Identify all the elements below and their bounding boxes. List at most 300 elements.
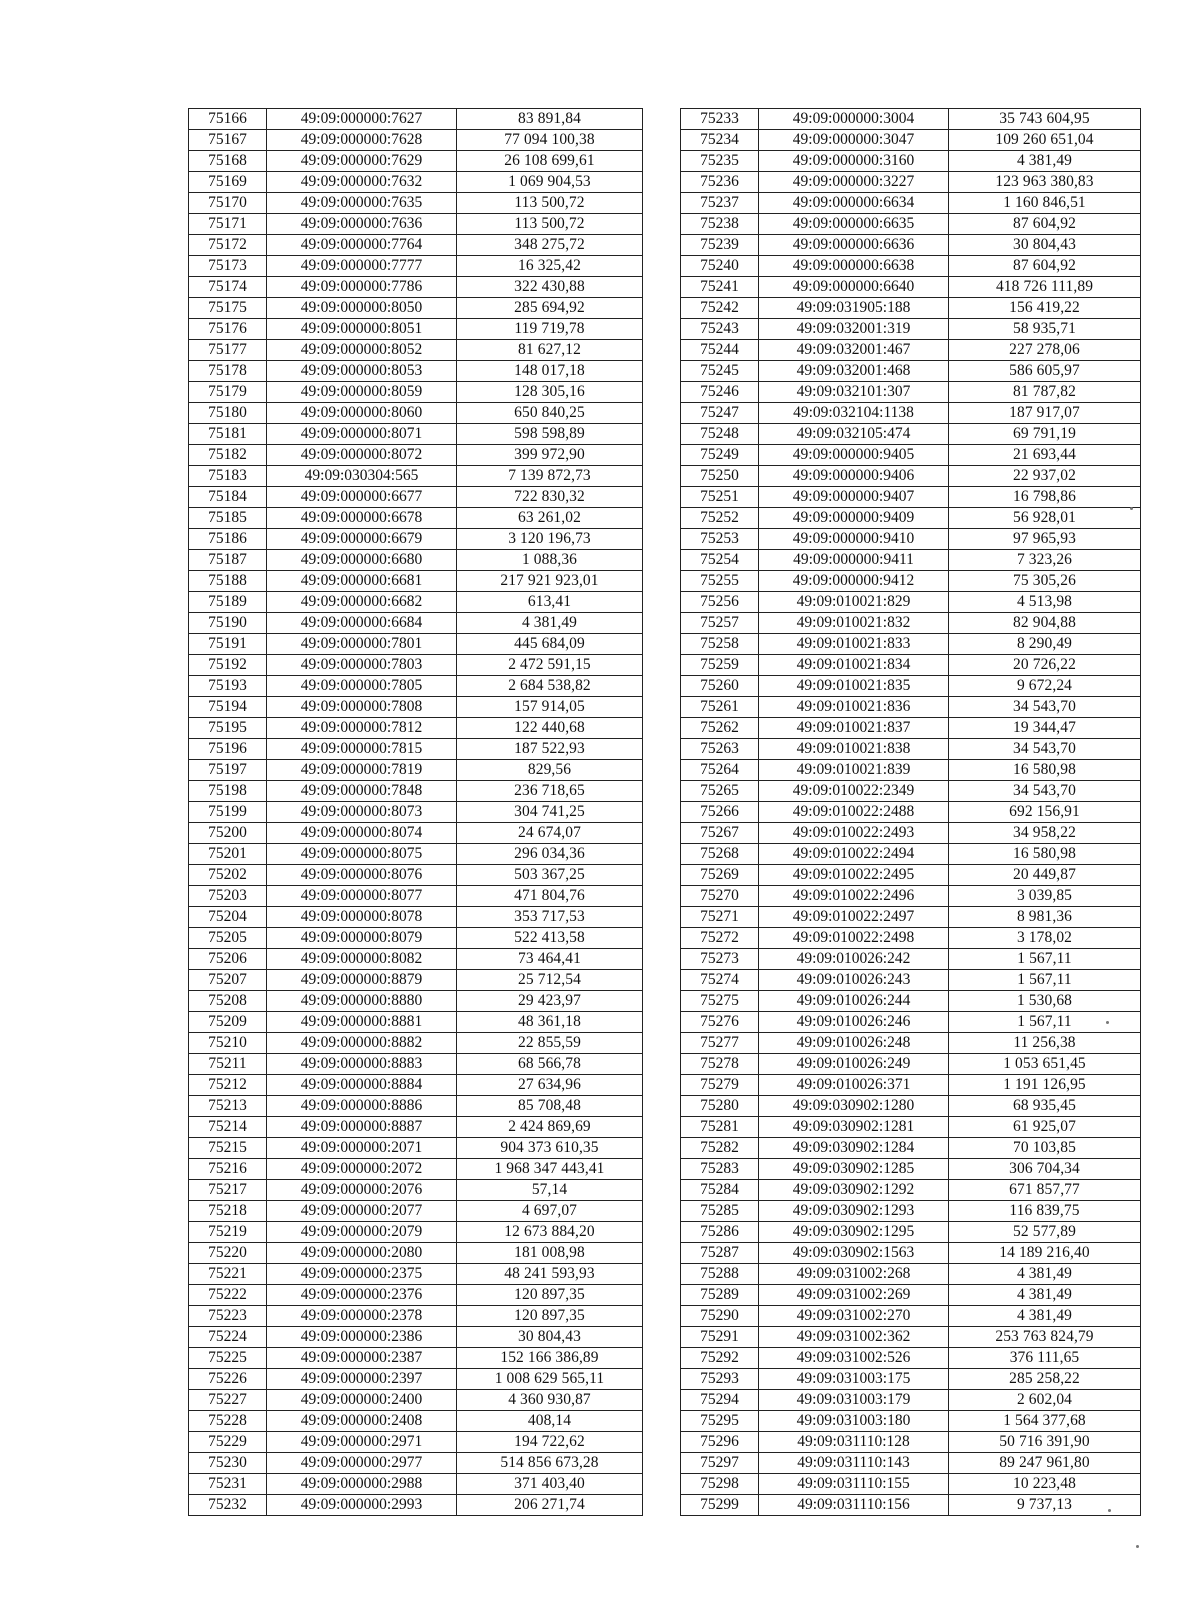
value-amount: 236 718,65 [457, 781, 643, 802]
table-row [681, 361, 1141, 382]
row-number: 75183 [189, 466, 267, 487]
value-amount: 48 241 593,93 [457, 1264, 643, 1285]
cadastral-number: 49:09:000000:8051 [267, 319, 457, 340]
row-number: 75235 [681, 151, 759, 172]
value-amount: 1 567,11 [949, 949, 1141, 970]
row-number: 75256 [681, 592, 759, 613]
cadastral-number: 49:09:000000:6634 [759, 193, 949, 214]
cadastral-number: 49:09:031905:188 [759, 298, 949, 319]
cadastral-number: 49:09:000000:2397 [267, 1369, 457, 1390]
value-amount: 34 958,22 [949, 823, 1141, 844]
row-number: 75181 [189, 424, 267, 445]
row-number: 75248 [681, 424, 759, 445]
cadastral-number: 49:09:000000:8887 [267, 1117, 457, 1138]
value-amount: 187 917,07 [949, 403, 1141, 424]
table-row [681, 1411, 1141, 1432]
table-row [681, 1264, 1141, 1285]
cadastral-number: 49:09:030902:1284 [759, 1138, 949, 1159]
row-number: 75281 [681, 1117, 759, 1138]
scan-speck [1108, 1509, 1111, 1512]
row-number: 75209 [189, 1012, 267, 1033]
table-row [681, 592, 1141, 613]
value-amount: 1 160 846,51 [949, 193, 1141, 214]
table-row [681, 1117, 1141, 1138]
cadastral-number: 49:09:000000:8052 [267, 340, 457, 361]
row-number: 75213 [189, 1096, 267, 1117]
value-amount: 97 965,93 [949, 529, 1141, 550]
table-row [681, 1495, 1141, 1516]
cadastral-number: 49:09:031110:156 [759, 1495, 949, 1516]
right-table-block [680, 108, 1141, 1516]
table-row [681, 1327, 1141, 1348]
value-amount: 4 381,49 [949, 1264, 1141, 1285]
cadastral-number: 49:09:000000:6678 [267, 508, 457, 529]
value-amount: 285 694,92 [457, 298, 643, 319]
cadastral-number: 49:09:000000:8071 [267, 424, 457, 445]
row-number: 75225 [189, 1348, 267, 1369]
value-amount: 58 935,71 [949, 319, 1141, 340]
row-number: 75234 [681, 130, 759, 151]
row-number: 75255 [681, 571, 759, 592]
value-amount: 123 963 380,83 [949, 172, 1141, 193]
row-number: 75232 [189, 1495, 267, 1516]
value-amount: 128 305,16 [457, 382, 643, 403]
cadastral-number: 49:09:000000:2977 [267, 1453, 457, 1474]
cadastral-number: 49:09:000000:6636 [759, 235, 949, 256]
value-amount: 598 598,89 [457, 424, 643, 445]
value-amount: 353 717,53 [457, 907, 643, 928]
row-number: 75246 [681, 382, 759, 403]
cadastral-number: 49:09:000000:6640 [759, 277, 949, 298]
row-number: 75269 [681, 865, 759, 886]
value-amount: 471 804,76 [457, 886, 643, 907]
scan-speck [1106, 1021, 1109, 1024]
value-amount: 296 034,36 [457, 844, 643, 865]
table-row [681, 319, 1141, 340]
row-number: 75215 [189, 1138, 267, 1159]
value-amount: 120 897,35 [457, 1285, 643, 1306]
cadastral-number: 49:09:000000:9405 [759, 445, 949, 466]
cadastral-number: 49:09:010022:2494 [759, 844, 949, 865]
value-amount: 75 305,26 [949, 571, 1141, 592]
cadastral-number: 49:09:010026:246 [759, 1012, 949, 1033]
row-number: 75247 [681, 403, 759, 424]
table-row [681, 718, 1141, 739]
table-row [189, 1117, 643, 1138]
row-number: 75280 [681, 1096, 759, 1117]
cadastral-number: 49:09:000000:7627 [267, 109, 457, 130]
cadastral-number: 49:09:031002:526 [759, 1348, 949, 1369]
value-amount: 69 791,19 [949, 424, 1141, 445]
row-number: 75244 [681, 340, 759, 361]
row-number: 75252 [681, 508, 759, 529]
value-amount: 9 672,24 [949, 676, 1141, 697]
value-amount: 194 722,62 [457, 1432, 643, 1453]
row-number: 75172 [189, 235, 267, 256]
table-row [681, 235, 1141, 256]
cadastral-number: 49:09:031110:128 [759, 1432, 949, 1453]
table-row [681, 277, 1141, 298]
row-number: 75299 [681, 1495, 759, 1516]
cadastral-number: 49:09:000000:7812 [267, 718, 457, 739]
row-number: 75166 [189, 109, 267, 130]
row-number: 75194 [189, 697, 267, 718]
cadastral-number: 49:09:000000:8053 [267, 361, 457, 382]
table-row [681, 1285, 1141, 1306]
row-number: 75294 [681, 1390, 759, 1411]
cadastral-number: 49:09:010022:2495 [759, 865, 949, 886]
value-amount: 285 258,22 [949, 1369, 1141, 1390]
value-amount: 85 708,48 [457, 1096, 643, 1117]
cadastral-number: 49:09:010026:371 [759, 1075, 949, 1096]
cadastral-number: 49:09:000000:6635 [759, 214, 949, 235]
row-number: 75224 [189, 1327, 267, 1348]
row-number: 75212 [189, 1075, 267, 1096]
cadastral-number: 49:09:000000:2076 [267, 1180, 457, 1201]
value-amount: 20 726,22 [949, 655, 1141, 676]
table-row [681, 1159, 1141, 1180]
table-row [681, 949, 1141, 970]
table-row [681, 1138, 1141, 1159]
cadastral-number: 49:09:000000:2080 [267, 1243, 457, 1264]
value-amount: 227 278,06 [949, 340, 1141, 361]
value-amount: 87 604,92 [949, 214, 1141, 235]
row-number: 75222 [189, 1285, 267, 1306]
cadastral-number: 49:09:030902:1293 [759, 1201, 949, 1222]
cadastral-number: 49:09:000000:6684 [267, 613, 457, 634]
cadastral-number: 49:09:030902:1281 [759, 1117, 949, 1138]
table-row [189, 445, 643, 466]
table-row [189, 865, 643, 886]
table-row [189, 823, 643, 844]
value-amount: 1 564 377,68 [949, 1411, 1141, 1432]
row-number: 75265 [681, 781, 759, 802]
row-number: 75258 [681, 634, 759, 655]
row-number: 75169 [189, 172, 267, 193]
table-row [189, 760, 643, 781]
row-number: 75175 [189, 298, 267, 319]
cadastral-number: 49:09:010022:2497 [759, 907, 949, 928]
row-number: 75282 [681, 1138, 759, 1159]
row-number: 75286 [681, 1222, 759, 1243]
table-row [681, 760, 1141, 781]
cadastral-number: 49:09:031002:268 [759, 1264, 949, 1285]
cadastral-number: 49:09:032105:474 [759, 424, 949, 445]
value-amount: 16 798,86 [949, 487, 1141, 508]
value-amount: 16 325,42 [457, 256, 643, 277]
value-amount: 63 261,02 [457, 508, 643, 529]
table-row [189, 781, 643, 802]
row-number: 75229 [189, 1432, 267, 1453]
table-row [189, 697, 643, 718]
row-number: 75270 [681, 886, 759, 907]
table-row [681, 697, 1141, 718]
value-amount: 20 449,87 [949, 865, 1141, 886]
value-amount: 4 697,07 [457, 1201, 643, 1222]
table-row [189, 151, 643, 172]
cadastral-number: 49:09:000000:2079 [267, 1222, 457, 1243]
cadastral-number: 49:09:000000:3004 [759, 109, 949, 130]
value-amount: 522 413,58 [457, 928, 643, 949]
table-row [189, 970, 643, 991]
cadastral-number: 49:09:000000:6677 [267, 487, 457, 508]
row-number: 75168 [189, 151, 267, 172]
row-number: 75191 [189, 634, 267, 655]
value-amount: 19 344,47 [949, 718, 1141, 739]
table-row [681, 466, 1141, 487]
table-row [189, 382, 643, 403]
table-row [189, 424, 643, 445]
cadastral-number: 49:09:000000:7764 [267, 235, 457, 256]
row-number: 75297 [681, 1453, 759, 1474]
table-row [681, 1369, 1141, 1390]
table-row [189, 466, 643, 487]
row-number: 75207 [189, 970, 267, 991]
table-row [189, 1327, 643, 1348]
row-number: 75230 [189, 1453, 267, 1474]
value-amount: 3 039,85 [949, 886, 1141, 907]
table-row [189, 361, 643, 382]
value-amount: 2 684 538,82 [457, 676, 643, 697]
row-number: 75250 [681, 466, 759, 487]
table-row [681, 1180, 1141, 1201]
value-amount: 34 543,70 [949, 781, 1141, 802]
value-amount: 671 857,77 [949, 1180, 1141, 1201]
value-amount: 8 290,49 [949, 634, 1141, 655]
value-amount: 34 543,70 [949, 697, 1141, 718]
table-row [681, 1222, 1141, 1243]
value-amount: 113 500,72 [457, 214, 643, 235]
cadastral-number: 49:09:030902:1285 [759, 1159, 949, 1180]
row-number: 75171 [189, 214, 267, 235]
value-amount: 187 522,93 [457, 739, 643, 760]
value-amount: 692 156,91 [949, 802, 1141, 823]
row-number: 75196 [189, 739, 267, 760]
cadastral-number: 49:09:000000:8880 [267, 991, 457, 1012]
row-number: 75228 [189, 1411, 267, 1432]
row-number: 75182 [189, 445, 267, 466]
table-row [681, 571, 1141, 592]
value-amount: 1 069 904,53 [457, 172, 643, 193]
table-row [681, 1096, 1141, 1117]
table-row [189, 718, 643, 739]
table-row [681, 214, 1141, 235]
row-number: 75271 [681, 907, 759, 928]
value-amount: 217 921 923,01 [457, 571, 643, 592]
value-amount: 21 693,44 [949, 445, 1141, 466]
cadastral-number: 49:09:000000:7805 [267, 676, 457, 697]
value-amount: 81 787,82 [949, 382, 1141, 403]
value-amount: 73 464,41 [457, 949, 643, 970]
cadastral-number: 49:09:031110:143 [759, 1453, 949, 1474]
value-amount: 48 361,18 [457, 1012, 643, 1033]
table-row [681, 1432, 1141, 1453]
table-row [189, 571, 643, 592]
cadastral-number: 49:09:030902:1295 [759, 1222, 949, 1243]
value-amount: 7 139 872,73 [457, 466, 643, 487]
row-number: 75203 [189, 886, 267, 907]
cadastral-number: 49:09:000000:7819 [267, 760, 457, 781]
value-amount: 120 897,35 [457, 1306, 643, 1327]
table-row [681, 172, 1141, 193]
value-amount: 1 053 651,45 [949, 1054, 1141, 1075]
row-number: 75243 [681, 319, 759, 340]
row-number: 75289 [681, 1285, 759, 1306]
table-row [189, 529, 643, 550]
table-row [189, 1369, 643, 1390]
row-number: 75170 [189, 193, 267, 214]
row-number: 75268 [681, 844, 759, 865]
cadastral-number: 49:09:031002:270 [759, 1306, 949, 1327]
value-amount: 24 674,07 [457, 823, 643, 844]
table-row [681, 550, 1141, 571]
value-amount: 586 605,97 [949, 361, 1141, 382]
row-number: 75278 [681, 1054, 759, 1075]
table-row [681, 676, 1141, 697]
cadastral-number: 49:09:000000:7815 [267, 739, 457, 760]
row-number: 75167 [189, 130, 267, 151]
row-number: 75245 [681, 361, 759, 382]
table-row [189, 214, 643, 235]
table-row [681, 1033, 1141, 1054]
table-row [681, 1348, 1141, 1369]
value-amount: 89 247 961,80 [949, 1453, 1141, 1474]
table-row [189, 1348, 643, 1369]
row-number: 75242 [681, 298, 759, 319]
row-number: 75261 [681, 697, 759, 718]
table-row [681, 1243, 1141, 1264]
table-row [189, 907, 643, 928]
cadastral-number: 49:09:000000:7632 [267, 172, 457, 193]
cadastral-number: 49:09:000000:8073 [267, 802, 457, 823]
cadastral-number: 49:09:010021:837 [759, 718, 949, 739]
row-number: 75218 [189, 1201, 267, 1222]
cadastral-number: 49:09:000000:7801 [267, 634, 457, 655]
row-number: 75186 [189, 529, 267, 550]
row-number: 75198 [189, 781, 267, 802]
value-amount: 56 928,01 [949, 508, 1141, 529]
table-row [189, 550, 643, 571]
row-number: 75190 [189, 613, 267, 634]
value-amount: 1 567,11 [949, 1012, 1141, 1033]
value-amount: 122 440,68 [457, 718, 643, 739]
value-amount: 148 017,18 [457, 361, 643, 382]
row-number: 75193 [189, 676, 267, 697]
cadastral-number: 49:09:010021:832 [759, 613, 949, 634]
table-row [189, 1264, 643, 1285]
row-number: 75178 [189, 361, 267, 382]
table-row [681, 1390, 1141, 1411]
table-row [681, 151, 1141, 172]
cadastral-number: 49:09:000000:2375 [267, 1264, 457, 1285]
value-amount: 2 424 869,69 [457, 1117, 643, 1138]
cadastral-number: 49:09:000000:8082 [267, 949, 457, 970]
table-row [189, 1411, 643, 1432]
table-row [681, 781, 1141, 802]
row-number: 75206 [189, 949, 267, 970]
cadastral-number: 49:09:000000:8886 [267, 1096, 457, 1117]
value-amount: 514 856 673,28 [457, 1453, 643, 1474]
row-number: 75290 [681, 1306, 759, 1327]
value-amount: 408,14 [457, 1411, 643, 1432]
cadastral-number: 49:09:000000:9410 [759, 529, 949, 550]
table-row [681, 298, 1141, 319]
table-row [681, 634, 1141, 655]
table-row [189, 1453, 643, 1474]
table-row [681, 1453, 1141, 1474]
row-number: 75292 [681, 1348, 759, 1369]
table-row [681, 424, 1141, 445]
value-amount: 181 008,98 [457, 1243, 643, 1264]
table-row [681, 991, 1141, 1012]
cadastral-number: 49:09:000000:6679 [267, 529, 457, 550]
table-row [681, 487, 1141, 508]
row-number: 75274 [681, 970, 759, 991]
value-amount: 77 094 100,38 [457, 130, 643, 151]
value-amount: 14 189 216,40 [949, 1243, 1141, 1264]
row-number: 75275 [681, 991, 759, 1012]
value-amount: 50 716 391,90 [949, 1432, 1141, 1453]
value-amount: 322 430,88 [457, 277, 643, 298]
cadastral-number: 49:09:000000:7803 [267, 655, 457, 676]
value-amount: 116 839,75 [949, 1201, 1141, 1222]
row-number: 75293 [681, 1369, 759, 1390]
table-row [189, 340, 643, 361]
cadastral-number: 49:09:010021:836 [759, 697, 949, 718]
cadastral-number: 49:09:000000:3160 [759, 151, 949, 172]
cadastral-table-right [680, 108, 1141, 1516]
value-amount: 445 684,09 [457, 634, 643, 655]
table-row [189, 1306, 643, 1327]
value-amount: 253 763 824,79 [949, 1327, 1141, 1348]
row-number: 75185 [189, 508, 267, 529]
cadastral-number: 49:09:000000:6681 [267, 571, 457, 592]
cadastral-number: 49:09:000000:7808 [267, 697, 457, 718]
table-row [681, 529, 1141, 550]
table-row [681, 613, 1141, 634]
row-number: 75231 [189, 1474, 267, 1495]
table-row [189, 1159, 643, 1180]
cadastral-number: 49:09:000000:9409 [759, 508, 949, 529]
row-number: 75288 [681, 1264, 759, 1285]
row-number: 75187 [189, 550, 267, 571]
value-amount: 829,56 [457, 760, 643, 781]
cadastral-table-left [188, 108, 643, 1516]
value-amount: 152 166 386,89 [457, 1348, 643, 1369]
table-row [189, 508, 643, 529]
value-amount: 206 271,74 [457, 1495, 643, 1516]
cadastral-number: 49:09:000000:7786 [267, 277, 457, 298]
table-row [681, 403, 1141, 424]
cadastral-number: 49:09:010021:833 [759, 634, 949, 655]
table-row [189, 1474, 643, 1495]
cadastral-number: 49:09:030902:1292 [759, 1180, 949, 1201]
value-amount: 4 513,98 [949, 592, 1141, 613]
row-number: 75277 [681, 1033, 759, 1054]
table-row [681, 1054, 1141, 1075]
cadastral-number: 49:09:000000:3047 [759, 130, 949, 151]
row-number: 75219 [189, 1222, 267, 1243]
row-number: 75201 [189, 844, 267, 865]
cadastral-number: 49:09:000000:2378 [267, 1306, 457, 1327]
cadastral-number: 49:09:000000:2072 [267, 1159, 457, 1180]
value-amount: 2 472 591,15 [457, 655, 643, 676]
table-row [189, 1138, 643, 1159]
cadastral-number: 49:09:031110:155 [759, 1474, 949, 1495]
table-row [681, 865, 1141, 886]
cadastral-number: 49:09:010026:244 [759, 991, 949, 1012]
cadastral-number: 49:09:000000:8059 [267, 382, 457, 403]
